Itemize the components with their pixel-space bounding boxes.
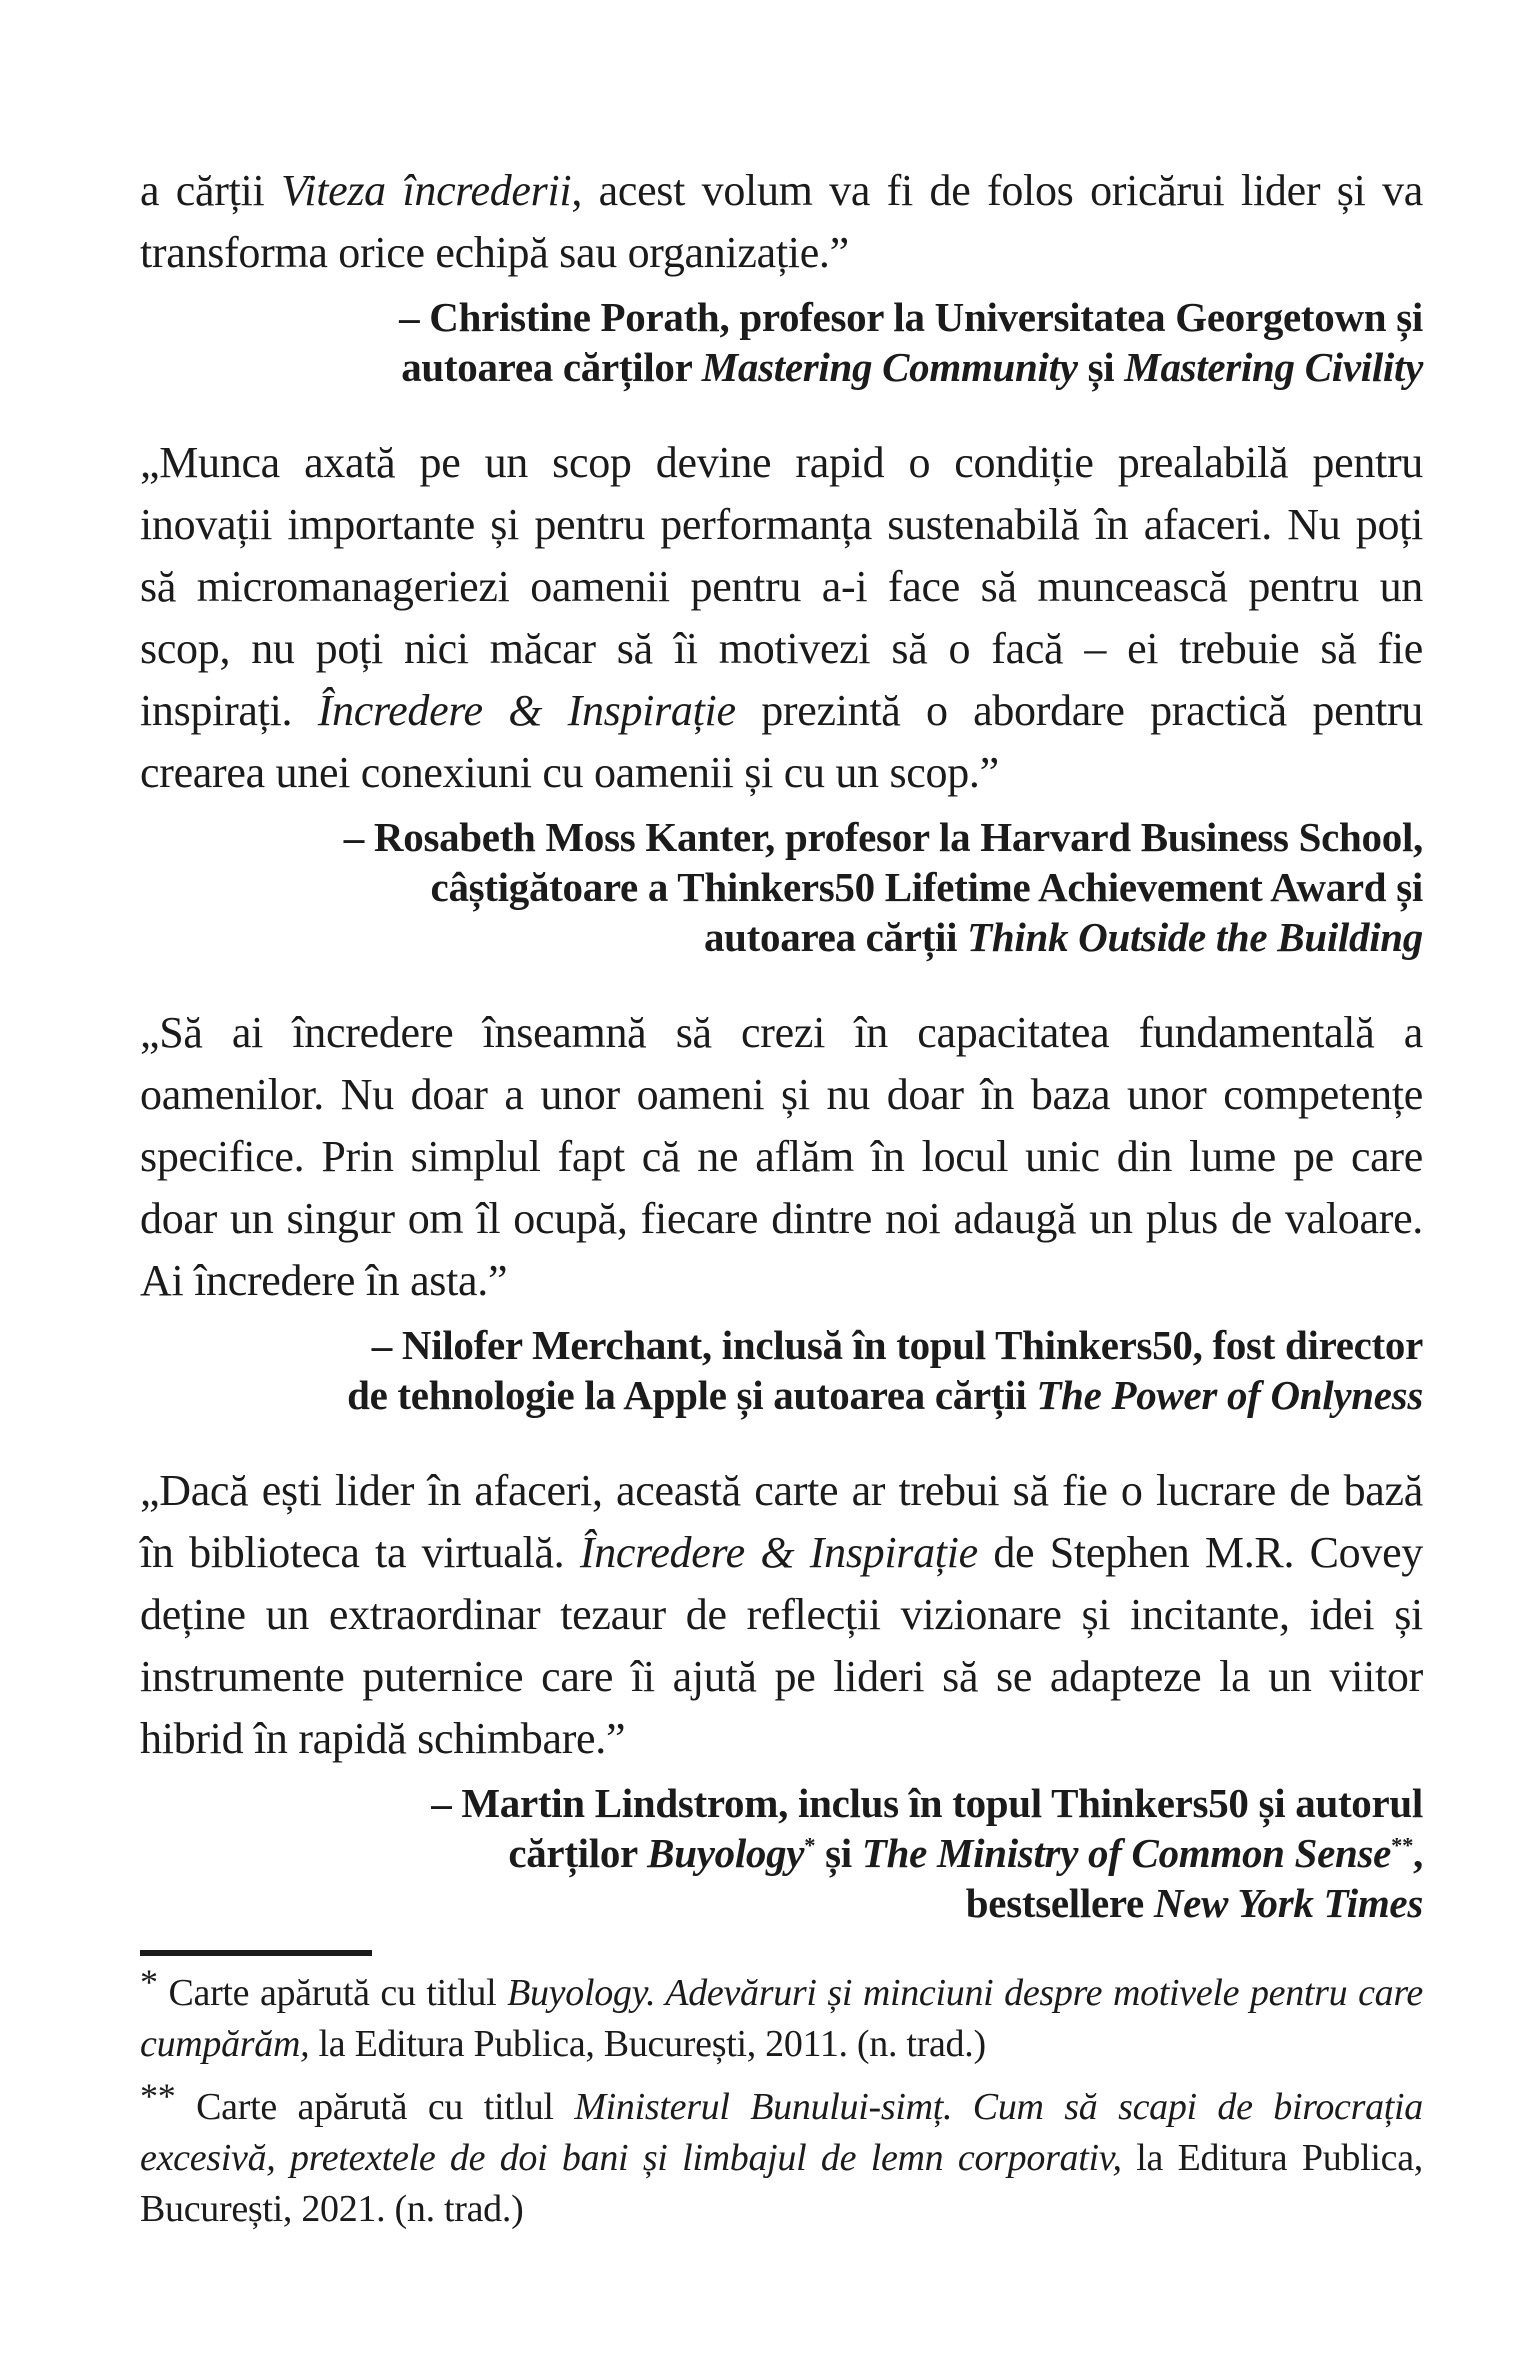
text-run: – Martin Lindstrom, inclus în topul Thinkers50 și autorul <box>431 1780 1423 1826</box>
text-run: bestsellere <box>965 1880 1154 1926</box>
text-run: – Rosabeth Moss Kanter, profesor la Harvard Business School, <box>343 814 1423 860</box>
text-run: prezintă o abordare practică pentru crearea unei conexiuni cu oamenii și cu un scop.” <box>140 686 1423 797</box>
text-run: ** <box>1391 1832 1414 1858</box>
book-title-text: Mastering Civility <box>1124 344 1423 390</box>
text-run: autoarea cărților <box>401 344 702 390</box>
endorsement-paragraph-4 <box>140 1460 1423 1770</box>
text-run: autoarea cărții <box>703 914 968 960</box>
text-run: „Dacă ești lider în afaceri, această carte ar trebui să fie o lucrare de bază în biblioteca ta virtuală. <box>140 1466 1423 1577</box>
text-run: cărților <box>508 1830 648 1876</box>
book-title-text: Ministerul Bunului-simț. Cum să scapi de birocrația excesivă, pretextele de doi bani și limbajul de lemn corporativ, <box>140 2086 1423 2179</box>
text-run: „Munca axată pe un scop devine rapid o condiție prealabilă pentru inovații importante și pentru performanța sustenabilă în afaceri. Nu poți să micromanageriezi oamenii pentru a-i face să muncească pentru un scop, nu poți nici măcar să îi motivezi să o facă – ei trebuie să fie inspirați. <box>140 438 1423 735</box>
text-run: de Stephen M.R. Covey deține un extraordinar tezaur de reflecții vizionare și incitante, idei și instrumente puternice care îi ajută pe lideri să se adapteze la un viitor hibrid în rapidă schimbare.” <box>140 1528 1423 1763</box>
text-run: la Editura Publica, București, 2011. (n. trad.) <box>309 2023 986 2065</box>
attribution-christine-porath <box>140 292 1423 392</box>
text-run: „Să ai încredere înseamnă să crezi în capacitatea fundamentală a oamenilor. Nu doar a unor oameni și nu doar în baza unor competențe specifice. Prin simplul fapt că ne aflăm în locul unic din lume pe care doar un singur om îl ocupă, fiecare dintre noi adaugă un plus de valoare. Ai încredere în asta.” <box>140 1008 1423 1305</box>
book-title-text: Think Outside the Building <box>967 914 1423 960</box>
text-run: a cărții <box>140 166 281 215</box>
text-run: și <box>1077 344 1125 390</box>
text-run: la Editura Publica, București, 2021. (n. trad.) <box>140 2137 1423 2230</box>
text-run: de tehnologie la Apple și autoarea cărții <box>347 1372 1037 1418</box>
endorsement-paragraph-1 <box>140 160 1423 284</box>
book-title-text: Încredere & Inspirație <box>579 1528 978 1577</box>
text-run: Carte apărută cu titlul <box>175 2086 575 2128</box>
book-title-text: Încredere & Inspirație <box>317 686 736 735</box>
text-run: – Nilofer Merchant, inclusă în topul Thinkers50, fost director <box>371 1322 1423 1368</box>
footnote-1: * Carte apărută cu titlul Buyology. Adevăruri și minciuni despre motivele pentru care cumpărăm, la Editura Publica, București, 2011. (n. trad.) <box>140 1962 1423 2065</box>
book-title-text: Buyology. Adevăruri și minciuni despre motivele pentru care cumpărăm, <box>140 1972 1423 2065</box>
book-title-text: The Power of Onlyness <box>1036 1372 1423 1418</box>
attribution-martin-lindstrom <box>140 1778 1423 1928</box>
text-run: – Christine Porath, profesor la Universitatea Georgetown și <box>399 294 1423 340</box>
text-run: , <box>1413 1830 1423 1876</box>
text-run: și <box>815 1830 862 1876</box>
book-title-text: New York Times <box>1153 1880 1423 1926</box>
endorsement-paragraph-2 <box>140 432 1423 804</box>
text-run: , acest volum va fi de folos oricărui lider și va transforma orice echipă sau organizație.” <box>140 166 1423 277</box>
text-run: câștigătoare a Thinkers50 Lifetime Achievement Award și <box>430 864 1423 910</box>
attribution-rosabeth-moss-kanter <box>140 812 1423 962</box>
footnote-divider <box>140 1950 372 1956</box>
book-title-text: Buyology <box>647 1830 805 1876</box>
text-run: * <box>804 1832 816 1858</box>
endorsement-paragraph-3 <box>140 1002 1423 1312</box>
text-run: Carte apărută cu titlul <box>157 1972 508 2014</box>
footnote-2: ** Carte apărută cu titlul Ministerul Bunului-simț. Cum să scapi de birocrația excesivă, pretextele de doi bani și limbajul de lemn corporativ, la Editura Publica, București, 2021. (n. trad.) <box>140 2076 1423 2230</box>
book-title-text: Viteza încrederii <box>280 166 572 215</box>
book-title-text: Mastering Community <box>701 344 1078 390</box>
book-title-text: The Ministry of Common Sense <box>861 1830 1392 1876</box>
attribution-nilofer-merchant <box>140 1320 1423 1420</box>
